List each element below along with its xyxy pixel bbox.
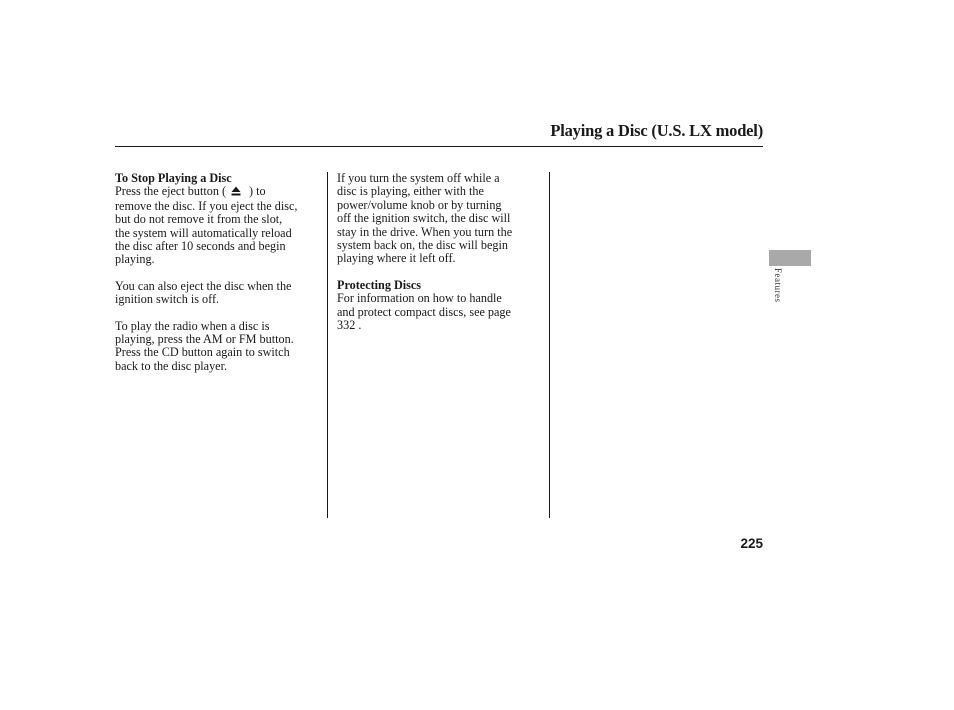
paragraph-protecting — [337, 292, 542, 332]
text-line: and protect compact discs, see page — [337, 304, 511, 319]
text-line: playing where it left off. — [337, 251, 456, 266]
text-line: You can also eject the disc when the — [115, 278, 292, 293]
text-line: the disc after 10 seconds and begin — [115, 239, 286, 254]
column-divider — [327, 172, 328, 518]
column-1 — [115, 172, 325, 373]
text-fragment: ) to — [249, 184, 266, 199]
text-line: Press the CD button again to switch — [115, 345, 290, 360]
text-line: playing, press the AM or FM button. — [115, 332, 294, 347]
paragraph-ignition-eject — [115, 280, 325, 307]
text-line: off the ignition switch, the disc will — [337, 211, 511, 226]
text-line: For information on how to handle — [337, 291, 502, 306]
page-number: 225 — [740, 536, 763, 551]
text-line: disc is playing, either with the — [337, 184, 484, 199]
paragraph-gap — [115, 307, 325, 320]
page-title: Playing a Disc (U.S. LX model) — [550, 121, 763, 140]
text-line: ignition switch is off. — [115, 292, 220, 307]
side-tab-label: Features — [773, 268, 783, 303]
text-line: power/volume knob or by turning — [337, 197, 502, 212]
text-line — [115, 185, 325, 199]
page-reference-link[interactable]: 332 . — [337, 318, 362, 333]
title-rule — [115, 146, 763, 147]
paragraph-eject — [115, 185, 325, 266]
text-line: but do not remove it from the slot, — [115, 212, 283, 227]
side-tab — [769, 250, 811, 266]
text-line: the system will automatically reload — [115, 225, 292, 240]
text-line: back to the disc player. — [115, 358, 228, 373]
section-heading-stop-playing: To Stop Playing a Disc — [115, 171, 232, 185]
text-line: playing. — [115, 252, 155, 267]
text-line: system back on, the disc will begin — [337, 238, 508, 253]
text-line: If you turn the system off while a — [337, 171, 500, 185]
column-2 — [337, 172, 542, 332]
paragraph-system-off — [337, 172, 542, 266]
text-fragment: Press the eject button ( — [115, 184, 227, 199]
text-line: remove the disc. If you eject the disc, — [115, 198, 298, 213]
paragraph-gap — [115, 267, 325, 280]
column-divider — [549, 172, 550, 518]
text-line: stay in the drive. When you turn the — [337, 224, 513, 239]
paragraph-gap — [337, 266, 542, 279]
paragraph-radio — [115, 320, 325, 374]
text-line: To play the radio when a disc is — [115, 318, 270, 333]
section-heading-protecting-discs: Protecting Discs — [337, 277, 422, 292]
eject-icon — [231, 186, 241, 199]
